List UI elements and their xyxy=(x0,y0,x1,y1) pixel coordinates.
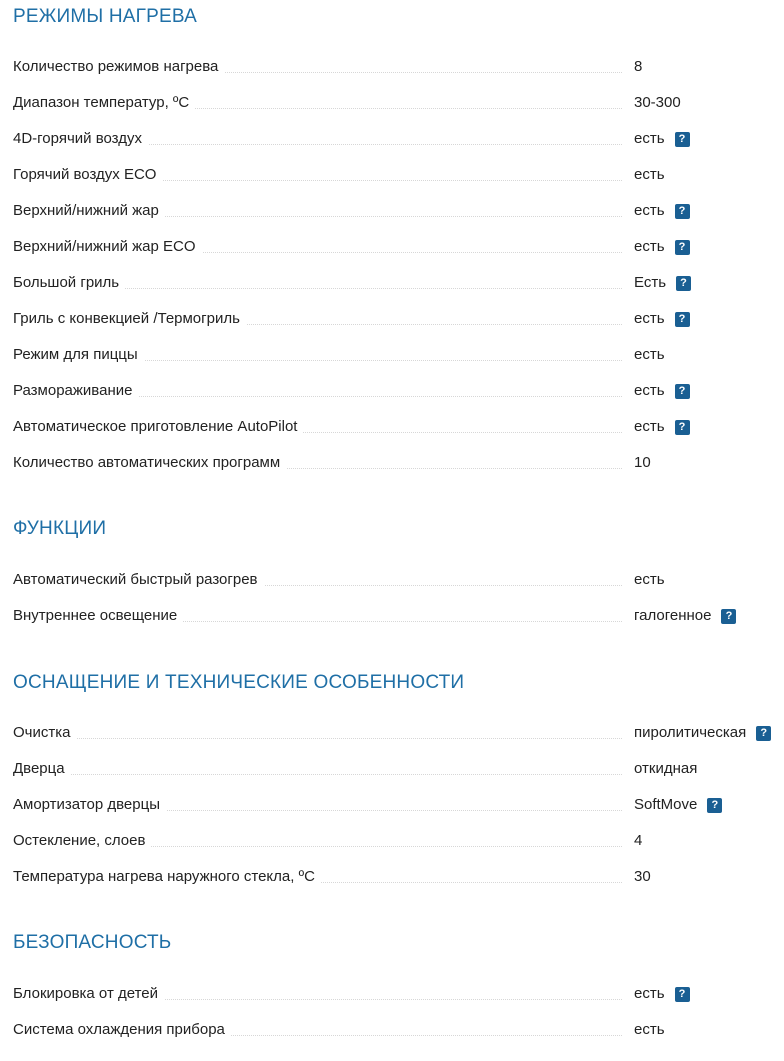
spec-value xyxy=(634,57,642,77)
help-icon[interactable]: ? xyxy=(707,798,722,813)
spec-row xyxy=(13,723,784,747)
dotted-leader xyxy=(13,774,622,775)
help-icon[interactable]: ? xyxy=(721,609,736,624)
spec-label: Очистка xyxy=(13,723,76,743)
spec-row xyxy=(13,237,784,261)
spec-value xyxy=(634,570,665,590)
help-icon[interactable]: ? xyxy=(675,132,690,147)
spec-value-text: есть xyxy=(634,130,665,147)
help-icon[interactable]: ? xyxy=(675,240,690,255)
spec-label: Верхний/нижний жар ECO xyxy=(13,237,202,257)
spec-label: Система охлаждения прибора xyxy=(13,1020,231,1040)
spec-row xyxy=(13,795,784,819)
spec-label: Количество режимов нагрева xyxy=(13,57,224,77)
help-icon[interactable]: ? xyxy=(756,726,771,741)
spec-value-text: есть xyxy=(634,202,665,219)
spec-value xyxy=(634,1020,665,1040)
spec-row xyxy=(13,1020,784,1044)
spec-label: Режим для пиццы xyxy=(13,345,144,365)
spec-value xyxy=(634,201,690,221)
spec-row xyxy=(13,831,784,855)
spec-row xyxy=(13,453,784,477)
spec-value xyxy=(634,165,665,185)
spec-value-text: 10 xyxy=(634,454,651,471)
spec-row xyxy=(13,201,784,225)
spec-value-text: SoftMove xyxy=(634,796,698,813)
spec-value xyxy=(634,273,691,293)
spec-row xyxy=(13,309,784,333)
spec-value-text: откидная xyxy=(634,760,698,777)
spec-row xyxy=(13,165,784,189)
spec-value xyxy=(634,417,690,437)
spec-value xyxy=(634,606,736,626)
spec-label: 4D-горячий воздух xyxy=(13,129,148,149)
spec-label: Дверца xyxy=(13,759,71,779)
spec-value-text: пиролитическая xyxy=(634,724,747,741)
spec-label: Диапазон температур, ºС xyxy=(13,93,195,113)
spec-value-text: есть xyxy=(634,985,665,1002)
spec-row xyxy=(13,759,784,783)
spec-label: Гриль с конвекцией /Термогриль xyxy=(13,309,246,329)
spec-row xyxy=(13,273,784,297)
spec-value-text: 30-300 xyxy=(634,94,681,111)
spec-row xyxy=(13,417,784,441)
spec-value-text: 4 xyxy=(634,832,643,849)
spec-label: Автоматический быстрый разогрев xyxy=(13,570,264,590)
spec-value-text: Есть xyxy=(634,274,667,291)
spec-row xyxy=(13,381,784,405)
spec-value xyxy=(634,381,690,401)
help-icon[interactable]: ? xyxy=(675,420,690,435)
spec-value-text: есть xyxy=(634,418,665,435)
spec-row xyxy=(13,570,784,594)
spec-label: Внутреннее освещение xyxy=(13,606,183,626)
spec-value xyxy=(634,345,665,365)
spec-label: Верхний/нижний жар xyxy=(13,201,165,221)
spec-value xyxy=(634,984,690,1004)
help-icon[interactable]: ? xyxy=(676,276,691,291)
section-title: ФУНКЦИИ xyxy=(13,518,107,539)
spec-row xyxy=(13,93,784,117)
spec-row xyxy=(13,345,784,369)
spec-label: Большой гриль xyxy=(13,273,125,293)
dotted-leader xyxy=(13,738,622,739)
spec-value-text: есть xyxy=(634,346,665,363)
help-icon[interactable]: ? xyxy=(675,987,690,1002)
spec-label: Количество автоматических программ xyxy=(13,453,286,473)
spec-label: Автоматическое приготовление AutoPilot xyxy=(13,417,303,437)
spec-value xyxy=(634,129,690,149)
spec-label: Температура нагрева наружного стекла, ºС xyxy=(13,867,321,887)
spec-value-text: есть xyxy=(634,571,665,588)
spec-value-text: есть xyxy=(634,166,665,183)
spec-value xyxy=(634,831,642,851)
spec-label: Блокировка от детей xyxy=(13,984,164,1004)
spec-value xyxy=(634,309,690,329)
spec-row xyxy=(13,129,784,153)
spec-value xyxy=(634,867,651,887)
spec-row xyxy=(13,57,784,81)
spec-value xyxy=(634,723,771,743)
spec-value-text: есть xyxy=(634,310,665,327)
help-icon[interactable]: ? xyxy=(675,312,690,327)
spec-row xyxy=(13,606,784,630)
help-icon[interactable]: ? xyxy=(675,204,690,219)
spec-value-text: 30 xyxy=(634,868,651,885)
spec-label: Размораживание xyxy=(13,381,138,401)
spec-value xyxy=(634,453,651,473)
spec-label: Остекление, слоев xyxy=(13,831,151,851)
spec-value-text: есть xyxy=(634,382,665,399)
spec-label: Горячий воздух ECO xyxy=(13,165,162,185)
spec-value-text: 8 xyxy=(634,58,643,75)
spec-label: Амортизатор дверцы xyxy=(13,795,166,815)
spec-row xyxy=(13,984,784,1008)
spec-value xyxy=(634,759,697,779)
section-title: БЕЗОПАСНОСТЬ xyxy=(13,932,172,953)
spec-value-text: галогенное xyxy=(634,607,712,624)
spec-value xyxy=(634,795,722,815)
spec-value xyxy=(634,93,681,113)
help-icon[interactable]: ? xyxy=(675,384,690,399)
spec-value-text: есть xyxy=(634,1021,665,1038)
section-title: РЕЖИМЫ НАГРЕВА xyxy=(13,6,198,27)
spec-row xyxy=(13,867,784,891)
spec-value-text: есть xyxy=(634,238,665,255)
spec-value xyxy=(634,237,690,257)
section-title: ОСНАЩЕНИЕ И ТЕХНИЧЕСКИЕ ОСОБЕННОСТИ xyxy=(13,672,465,693)
